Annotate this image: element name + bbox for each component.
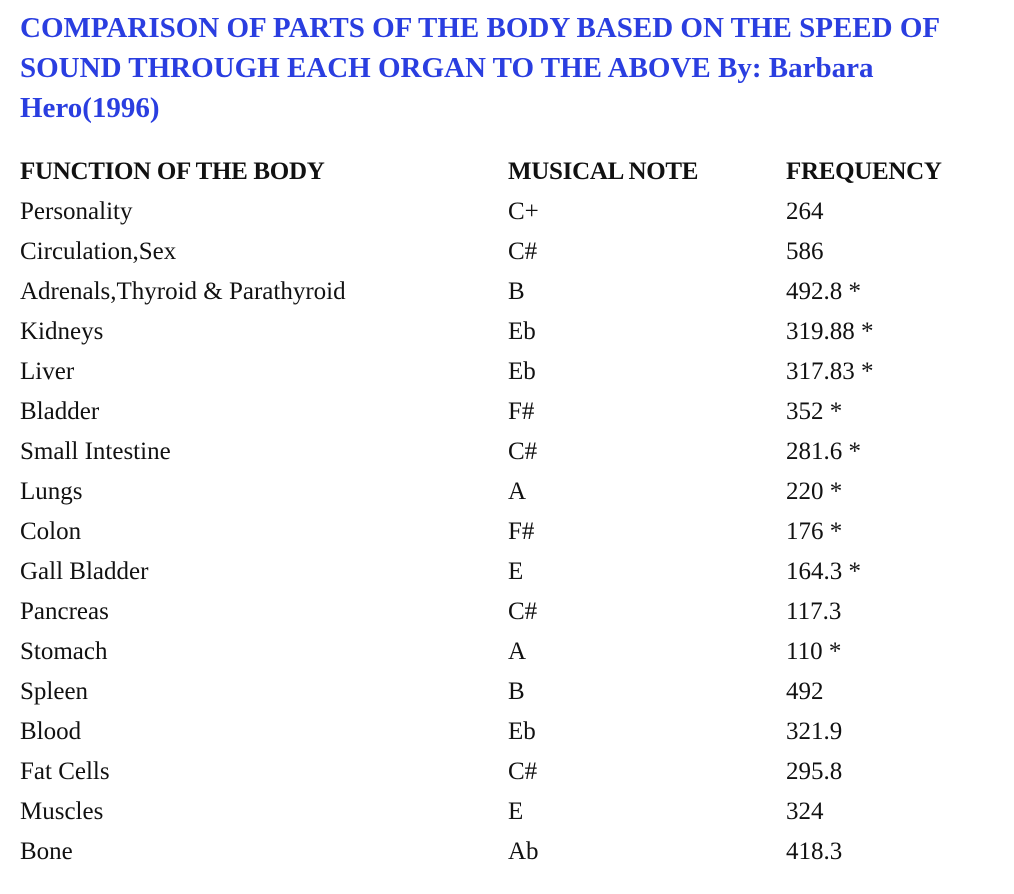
cell-frequency: 317.83 *	[786, 358, 874, 385]
cell-function: Personality	[20, 198, 133, 225]
table-row	[20, 792, 1000, 832]
cell-function: Gall Bladder	[20, 558, 149, 585]
table-row	[20, 232, 1000, 272]
table-row	[20, 512, 1000, 552]
cell-note: F#	[508, 398, 535, 425]
cell-note: E	[508, 798, 524, 825]
cell-function: Colon	[20, 518, 82, 545]
cell-frequency: 176 *	[786, 518, 843, 545]
cell-function: Fat Cells	[20, 758, 110, 785]
table-row	[20, 352, 1000, 392]
table-row	[20, 192, 1000, 232]
header-musical-note: MUSICAL NOTE	[508, 158, 699, 185]
cell-frequency: 319.88 *	[786, 318, 874, 345]
table-row	[20, 832, 1000, 872]
cell-note: B	[508, 678, 525, 705]
table-row	[20, 392, 1000, 432]
cell-function: Bladder	[20, 398, 100, 425]
cell-note: C#	[508, 438, 538, 465]
table-row	[20, 272, 1000, 312]
cell-function: Adrenals,Thyroid & Parathyroid	[20, 278, 346, 305]
table-header-row	[20, 152, 1000, 192]
cell-frequency: 324	[786, 798, 824, 825]
header-function-of-the-body: FUNCTION OF THE BODY	[20, 158, 325, 185]
cell-note: A	[508, 638, 527, 665]
cell-function: Lungs	[20, 478, 83, 505]
cell-note: Eb	[508, 358, 536, 385]
cell-function: Stomach	[20, 638, 108, 665]
cell-note: C#	[508, 238, 538, 265]
cell-frequency: 164.3 *	[786, 558, 861, 585]
cell-frequency: 281.6 *	[786, 438, 861, 465]
table-body	[20, 192, 1000, 872]
cell-frequency: 418.3	[786, 838, 843, 865]
table-row	[20, 312, 1000, 352]
cell-note: F#	[508, 518, 535, 545]
cell-note: Eb	[508, 318, 536, 345]
cell-note: C#	[508, 598, 538, 625]
cell-function: Circulation,Sex	[20, 238, 177, 265]
table-header	[20, 152, 1000, 192]
cell-note: C+	[508, 198, 539, 225]
cell-frequency: 110 *	[786, 638, 842, 665]
cell-function: Small Intestine	[20, 438, 171, 465]
table-row	[20, 552, 1000, 592]
table-row	[20, 592, 1000, 632]
cell-frequency: 352 *	[786, 398, 843, 425]
cell-frequency: 117.3	[786, 598, 842, 625]
cell-function: Pancreas	[20, 598, 109, 625]
cell-frequency: 321.9	[786, 718, 843, 745]
cell-note: B	[508, 278, 525, 305]
table-row	[20, 632, 1000, 672]
cell-function: Blood	[20, 718, 82, 745]
table-row	[20, 672, 1000, 712]
cell-frequency: 492.8 *	[786, 278, 861, 305]
body-frequency-table	[20, 152, 1000, 872]
table-row	[20, 472, 1000, 512]
cell-note: Eb	[508, 718, 536, 745]
cell-frequency: 492	[786, 678, 824, 705]
cell-frequency: 586	[786, 238, 824, 265]
cell-function: Bone	[20, 838, 73, 865]
cell-frequency: 295.8	[786, 758, 843, 785]
cell-function: Liver	[20, 358, 75, 385]
cell-note: E	[508, 558, 524, 585]
cell-frequency: 220 *	[786, 478, 843, 505]
table-row	[20, 432, 1000, 472]
document-title: COMPARISON OF PARTS OF THE BODY BASED ON THE SPEED OF SOUND THROUGH EACH ORGAN TO THE ABOVE By: Barbara Hero(1996)	[20, 12, 940, 124]
cell-note: A	[508, 478, 527, 505]
cell-function: Spleen	[20, 678, 89, 705]
cell-frequency: 264	[786, 198, 824, 225]
cell-function: Muscles	[20, 798, 104, 825]
cell-note: Ab	[508, 838, 539, 865]
cell-note: C#	[508, 758, 538, 785]
cell-function: Kidneys	[20, 318, 104, 345]
table-row	[20, 752, 1000, 792]
table-row	[20, 712, 1000, 752]
header-frequency: FREQUENCY	[786, 158, 942, 185]
